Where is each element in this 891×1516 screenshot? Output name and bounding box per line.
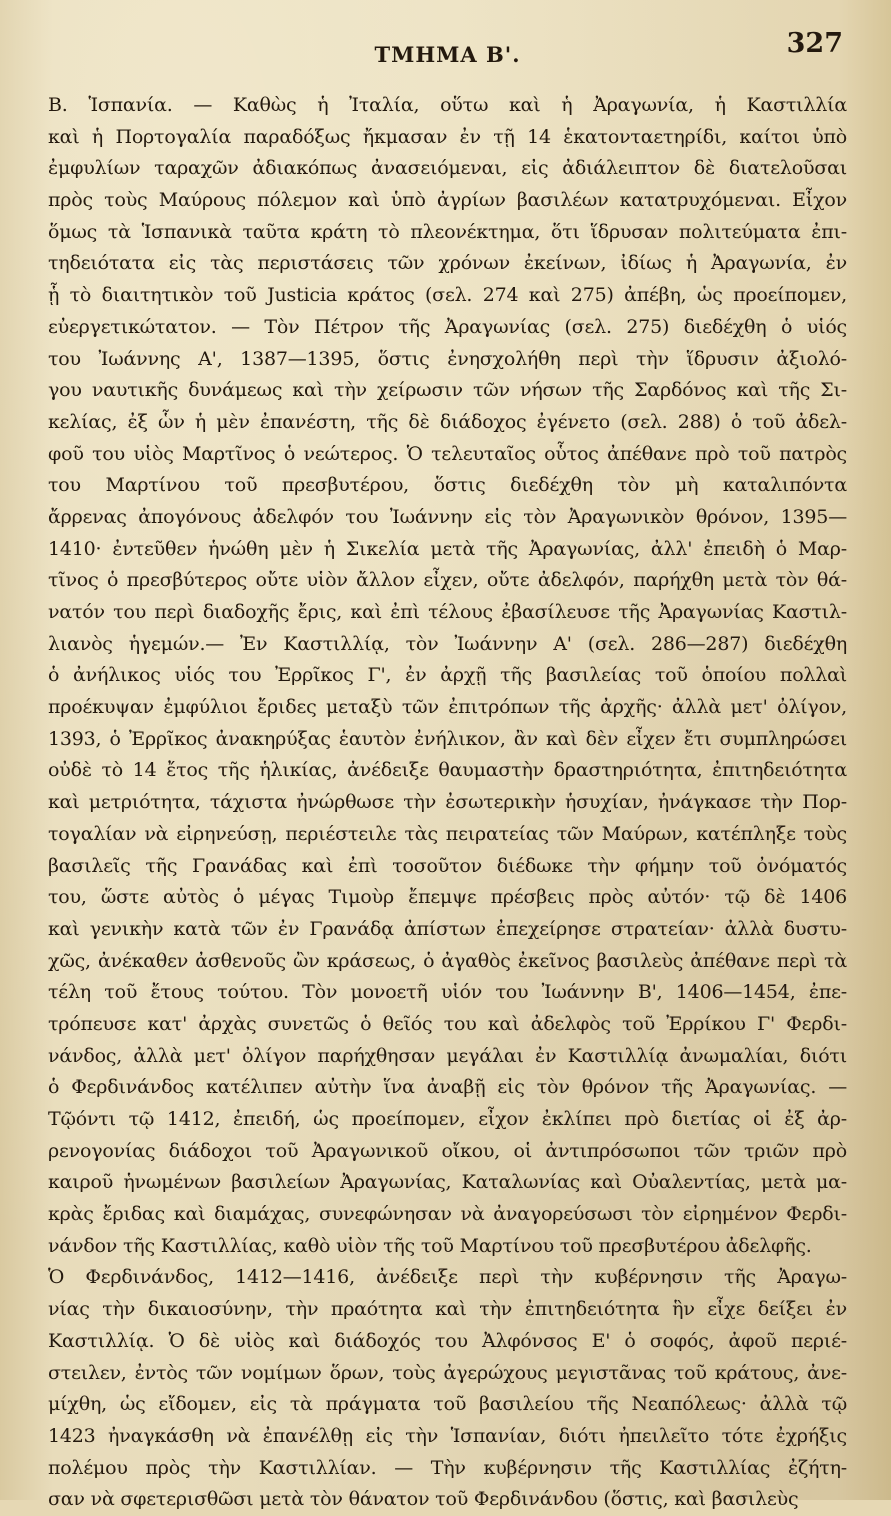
text-line: πολέμου πρὸς τὴν Καστιλλίαν. — Τὴν κυβέρνησιν τῆς Καστιλλίας ἐζήτη- <box>48 1456 847 1479</box>
text-line: στειλεν, ἐντὸς τῶν νομίμων ὅρων, τοὺς ἀγερώχους μεγιστᾶνας τοῦ κράτους, ἀνε- <box>48 1361 847 1384</box>
text-line: νάνδος, ἀλλὰ μετ' ὀλίγον παρήχθησαν μεγάλαι ἐν Καστιλλίᾳ ἀνωμαλίαι, διότι <box>48 1044 847 1067</box>
text-line: τηδειότατα εἰς τὰς περιστάσεις τῶν χρόνων ἐκείνων, ἰδίως ἡ Ἀραγωνία, ἐν <box>48 252 847 275</box>
text-line: 1410· ἐντεῦθεν ἡνώθη μὲν ἡ Σικελία μετὰ τῆς Ἀραγωνίας, ἀλλ' ἐπειδὴ ὁ Μαρ- <box>48 537 847 560</box>
text-line: οὐδὲ τὸ 14 ἔτος τῆς ἡλικίας, ἀνέδειξε θαυμαστὴν δραστηριότητα, ἐπιτηδειότητα <box>48 759 847 782</box>
text-line: προέκυψαν ἐμφύλιοι ἔριδες μεταξὺ τῶν ἐπιτρόπων τῆς ἀρχῆς· ἀλλὰ μετ' ὀλίγον, <box>48 696 847 719</box>
page-number: 327 <box>786 28 843 59</box>
text-line: ρενογονίας διάδοχοι τοῦ Ἀραγωνικοῦ οἴκου, οἱ ἀντιπρόσωποι τῶν τριῶν πρὸ <box>48 1139 847 1162</box>
text-line: ἐμφυλίων ταραχῶν ἀδιακόπως ἀνασειόμεναι, εἰς ἀδιάλειπτον δὲ διατελοῦσαι <box>48 157 847 180</box>
text-line: 1423 ἠναγκάσθη νὰ ἐπανέλθῃ εἰς τὴν Ἱσπανίαν, διότι ἠπειλεῖτο τότε ἐχρήξις <box>48 1424 847 1447</box>
text-line: καὶ γενικὴν κατὰ τῶν ἐν Γρανάδᾳ ἀπίστων ἐπεχείρησε στρατείαν· ἀλλὰ δυστυ- <box>48 917 847 940</box>
body-text <box>48 90 847 1516</box>
text-line: φοῦ του υἱὸς Μαρτῖνος ὁ νεώτερος. Ὁ τελευταῖος οὗτος ἀπέθανε πρὸ τοῦ πατρὸς <box>48 442 847 465</box>
text-line: νατόν του περὶ διαδοχῆς ἔρις, καὶ ἐπὶ τέλους ἐβασίλευσε τῆς Ἀραγωνίας Καστιλ- <box>48 601 847 623</box>
text-line: του, ὥστε αὐτὸς ὁ μέγας Τιμοὺρ ἔπεμψε πρέσβεις πρὸς αὐτόν· τῷ δὲ 1406 <box>48 886 847 909</box>
text-line: κελίας, ἐξ ὧν ἡ μὲν ἐπανέστη, τῆς δὲ διάδοχος ἐγένετο (σελ. 288) ὁ τοῦ ἀδελ- <box>48 410 847 433</box>
running-head: ΤΜΗΜΑ Β'. <box>374 42 521 67</box>
text-line: τῖνος ὁ πρεσβύτερος οὔτε υἱὸν ἄλλον εἶχεν, οὔτε ἀδελφόν, παρήχθη μετὰ τὸν θά- <box>48 569 847 592</box>
page-header <box>48 26 847 76</box>
text-line: Καστιλλίᾳ. Ὁ δὲ υἱὸς καὶ διάδοχός του Ἀλφόνσος Ε' ὁ σοφός, ἀφοῦ περιέ- <box>48 1329 847 1352</box>
text-line: Ὁ Φερδινάνδος, 1412—1416, ἀνέδειξε περὶ τὴν κυβέρνησιν τῆς Ἀραγω- <box>48 1266 847 1289</box>
text-line: Τῷόντι τῷ 1412, ἐπειδή, ὡς προείπομεν, εἶχον ἐκλίπει πρὸ διετίας οἱ ἐξ ἀρ- <box>48 1108 847 1130</box>
text-line: ᾗ τὸ διαιτητικὸν τοῦ Justicia κράτος (σελ. 274 καὶ 275) ἀπέβη, ὡς προείπομεν, <box>48 284 847 307</box>
text-line: τογαλίαν νὰ εἰρηνεύσῃ, περιέστειλε τὰς πειρατείας τῶν Μαύρων, κατέπληξε τοὺς <box>48 822 847 845</box>
text-line: καὶ μετριότητα, τάχιστα ἠνώρθωσε τὴν ἐσωτερικὴν ἡσυχίαν, ἠνάγκασε τὴν Πορ- <box>48 791 847 814</box>
text-line: βασιλεῖς τῆς Γρανάδας καὶ ἐπὶ τοσοῦτον διέδωκε τὴν φήμην τοῦ ὀνόματός <box>48 854 847 877</box>
text-line: πρὸς τοὺς Μαύρους πόλεμον καὶ ὑπὸ ἀγρίων βασιλέων κατατρυχόμεναι. Εἶχον <box>48 189 847 212</box>
text-line: σαν νὰ σφετερισθῶσι μετὰ τὸν θάνατον τοῦ Φερδινάνδου (ὅστις, καὶ βασιλεὺς <box>48 1488 799 1511</box>
text-line: ὅμως τὰ Ἱσπανικὰ ταῦτα κράτη τὸ πλεονέκτημα, ὅτι ἵδρυσαν πολιτεύματα ἐπι- <box>48 220 847 243</box>
text-line: του Ἰωάννης Α', 1387—1395, ὅστις ἐνησχολήθη περὶ τὴν ἵδρυσιν ἀξιολό- <box>48 347 847 370</box>
text-line: νίας τὴν δικαιοσύνην, τὴν πραότητα καὶ τὴν ἐπιτηδειότητα ἣν εἶχε δείξει ἐν <box>48 1298 847 1321</box>
text-line: καιροῦ ἡνωμένων βασιλείων Ἀραγωνίας, Καταλωνίας καὶ Οὐαλεντίας, μετὰ μα- <box>48 1171 847 1194</box>
text-line: τρόπευσε κατ' ἀρχὰς συνετῶς ὁ θεῖός του καὶ ἀδελφὸς τοῦ Ἐρρίκου Γ' Φερδι- <box>48 1012 847 1035</box>
text-line: του Μαρτίνου τοῦ πρεσβυτέρου, ὅστις διεδέχθη τὸν μὴ καταλιπόντα <box>48 474 847 497</box>
text-line: 1393, ὁ Ἐρρῖκος ἀνακηρύξας ἑαυτὸν ἐνήλικον, ἂν καὶ δὲν εἶχεν ἔτι συμπληρώσει <box>48 727 847 750</box>
text-line: Β. Ἱσπανία. — Καθὼς ἡ Ἰταλία, οὕτω καὶ ἡ Ἀραγωνία, ἡ Καστιλλία <box>48 94 847 116</box>
text-line: νάνδον τῆς Καστιλλίας, καθὸ υἱὸν τῆς τοῦ Μαρτίνου τοῦ πρεσβυτέρου ἀδελφῆς. <box>48 1234 812 1257</box>
text-line: λιανὸς ἡγεμών.— Ἐν Καστιλλίᾳ, τὸν Ἰωάννην Α' (σελ. 286—287) διεδέχθη <box>48 632 847 655</box>
text-line: ὁ Φερδινάνδος κατέλιπεν αὐτὴν ἵνα ἀναβῇ εἰς τὸν θρόνον τῆς Ἀραγωνίας. — <box>48 1076 847 1099</box>
text-line: χῶς, ἀνέκαθεν ἀσθενοῦς ὢν κράσεως, ὁ ἀγαθὸς ἐκεῖνος βασιλεὺς ἀπέθανε περὶ τὰ <box>48 949 847 972</box>
text-line: γου ναυτικῆς δυνάμεως καὶ τὴν χείρωσιν τῶν νήσων τῆς Σαρδόνος καὶ τῆς Σι- <box>48 379 847 402</box>
text-line: μίχθη, ὡς εἴδομεν, εἰς τὰ πράγματα τοῦ βασιλείου τῆς Νεαπόλεως· ἀλλὰ τῷ <box>48 1393 847 1416</box>
text-line: τέλη τοῦ ἔτους τούτου. Τὸν μονοετῆ υἱόν του Ἰωάννην Β', 1406—1454, ἐπε- <box>48 981 847 1004</box>
text-line: ὁ ἀνήλικος υἱός του Ἐρρῖκος Γ', ἐν ἀρχῇ τῆς βασιλείας τοῦ ὁποίου πολλαὶ <box>48 664 847 687</box>
text-line: καὶ ἡ Πορτογαλία παραδόξως ἤκμασαν ἐν τῇ 14 ἑκατονταετηρίδι, καίτοι ὑπὸ <box>48 125 847 148</box>
text-line: εὐεργετικώτατον. — Τὸν Πέτρον τῆς Ἀραγωνίας (σελ. 275) διεδέχθη ὁ υἱός <box>48 315 847 338</box>
text-line: ἄρρενας ἀπογόνους ἀδελφόν του Ἰωάννην εἰς τὸν Ἀραγωνικὸν θρόνον, 1395— <box>48 505 847 528</box>
text-line: κρὰς ἔριδας καὶ διαμάχας, συνεφώνησαν νὰ ἀναγορεύσωσι τὸν εἰρημένον Φερδι- <box>48 1203 847 1226</box>
